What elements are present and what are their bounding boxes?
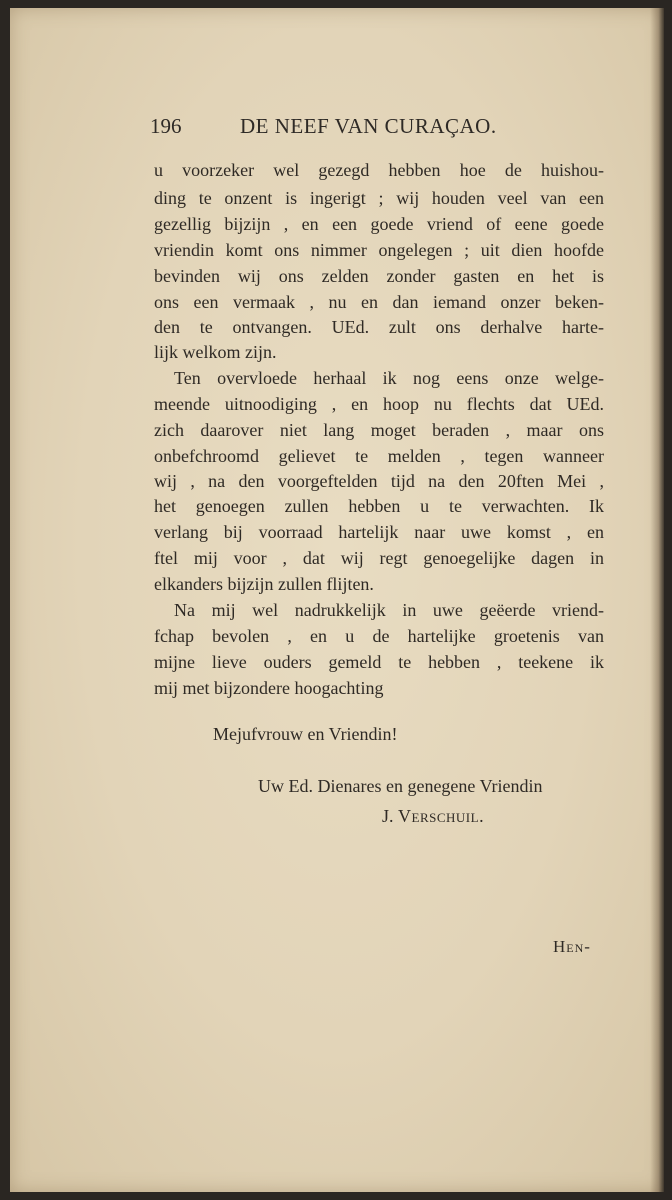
letter-signature bbox=[382, 806, 484, 827]
signature-initial: J. bbox=[382, 806, 399, 826]
signature-name: Verschuil. bbox=[398, 806, 485, 826]
body-line: bevinden wij ons zelden zonder gasten en het is bbox=[154, 266, 604, 286]
body-line: gezellig bijzijn , en een goede vriend of eene goede bbox=[154, 214, 604, 234]
running-title: DE NEEF VAN CURAÇAO. bbox=[240, 114, 497, 138]
body-line: fchap bevolen , en u de hartelijke groetenis van bbox=[154, 626, 604, 646]
page-number: 196 bbox=[150, 114, 182, 138]
body-line: ons een vermaak , nu en dan iemand onzer beken- bbox=[154, 292, 604, 312]
body-line: ftel mij voor , dat wij regt genoegelijke dagen in bbox=[154, 548, 604, 568]
body-line: mij met bijzondere hoogachting bbox=[154, 678, 384, 698]
body-line: ding te onzent is ingerigt ; wij houden veel van een bbox=[154, 188, 604, 208]
paragraph-first-line: Na mij wel nadrukkelijk in uwe geëerde vriend- bbox=[174, 600, 604, 620]
body-line: elkanders bijzijn zullen flijten. bbox=[154, 574, 374, 594]
body-line: wij , na den voorgeftelden tijd na den 20ften Mei , bbox=[154, 471, 604, 491]
body-line: lijk welkom zijn. bbox=[154, 342, 277, 362]
body-line: onbefchroomd gelievet te melden , tegen wanneer bbox=[154, 446, 604, 466]
body-line: vriendin komt ons nimmer ongelegen ; uit dien hoofde bbox=[154, 240, 604, 260]
body-line: mijne lieve ouders gemeld te hebben , teekene ik bbox=[154, 652, 604, 672]
body-line: zich daarover niet lang moget beraden , maar ons bbox=[154, 420, 604, 440]
body-line: u voorzeker wel gezegd hebben hoe de huishou- bbox=[154, 160, 604, 180]
paragraph-first-line: Ten overvloede herhaal ik nog eens onze welge- bbox=[174, 368, 604, 388]
letter-salutation: Mejufvrouw en Vriendin! bbox=[213, 724, 398, 744]
body-line: het genoegen zullen hebben u te verwachten. Ik bbox=[154, 496, 604, 516]
catchword: Hen- bbox=[553, 937, 591, 956]
page-gutter-shadow bbox=[650, 8, 664, 1192]
body-line: verlang bij voorraad hartelijk naar uwe komst , en bbox=[154, 522, 604, 542]
body-line: den te ontvangen. UEd. zult ons derhalve harte- bbox=[154, 317, 604, 337]
body-line: meende uitnoodiging , en hoop nu flechts dat UEd. bbox=[154, 394, 604, 414]
letter-closing: Uw Ed. Dienares en genegene Vriendin bbox=[258, 776, 543, 796]
